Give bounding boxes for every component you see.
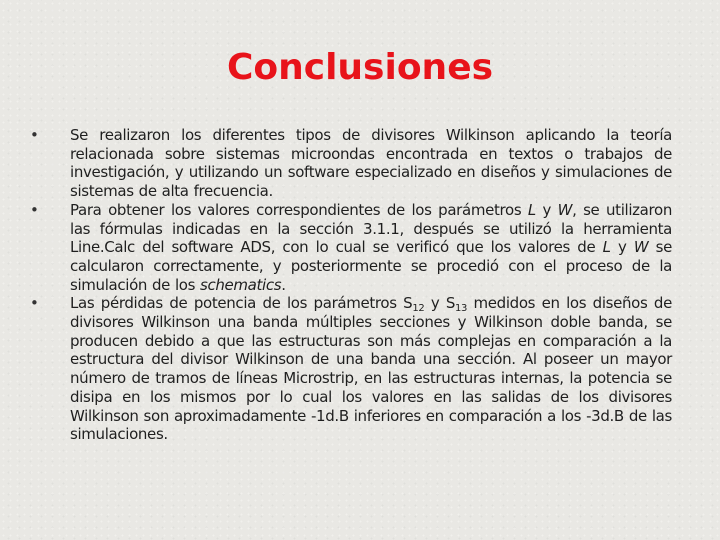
parameter-l: L: [527, 200, 536, 219]
bullet-dot-icon: •: [30, 200, 39, 219]
schematics-term: schematics: [199, 275, 282, 294]
bullet-dot-icon: •: [30, 126, 39, 144]
bullet-text-segment: y: [535, 200, 558, 219]
slide-title: Conclusiones: [226, 47, 494, 88]
parameter-l: L: [602, 238, 611, 257]
bullet-text-segment: Las pérdidas de potencia de los parámetros S: [70, 294, 413, 313]
subscript-13: 13: [455, 303, 468, 315]
bullet-text-segment: medidos en los diseños de divisores Wilkinson una banda múltiples secciones y Wilkinson doble banda, se producen debido a que las estructuras son más complejas en comparación a la estructura del divisor Wilkinson de una banda una sección. Al poseer un mayor número de tramos de líneas Microstrip, en las estructuras internas, la potencia se disipa en los mismos por lo cual los valores en las salidas de los divisores Wilkinson son aproximadamente -1d.B inferiores en comparación a los -3d.B de las simulaciones.: [70, 294, 672, 444]
bullet-text-segment: Para obtener los valores correspondientes de los parámetros: [70, 200, 528, 219]
bullet-text-segment: se calcularon correctamente, y posteriormente se procedió con el proceso de la simulación de los: [70, 238, 672, 294]
bullet-text-segment: , se utilizaron las fórmulas indicadas en la sección 3.1.1, después se utilizó la herramienta Line.Calc del software ADS, con lo cual se verificó que los valores de: [70, 200, 672, 257]
bullet-text-segment: .: [281, 275, 286, 294]
parameter-w: W: [557, 200, 573, 219]
bullet-item: [30, 201, 672, 295]
parameter-w: W: [633, 238, 649, 257]
bullet-text-segment: y S: [424, 294, 456, 313]
bullet-item: [30, 294, 672, 444]
bullet-item: [30, 126, 672, 201]
bullet-text-segment: y: [610, 238, 634, 257]
bullet-list: [30, 126, 672, 444]
bullet-text: Se realizaron los diferentes tipos de divisores Wilkinson aplicando la teoría relacionada sobre sistemas microondas encontrada en textos o trabajos de investigación, y utilizando un software especializado en diseños y simulaciones de sistemas de alta frecuencia.: [70, 126, 672, 201]
subscript-12: 12: [412, 303, 425, 315]
bullet-dot-icon: •: [30, 294, 39, 313]
